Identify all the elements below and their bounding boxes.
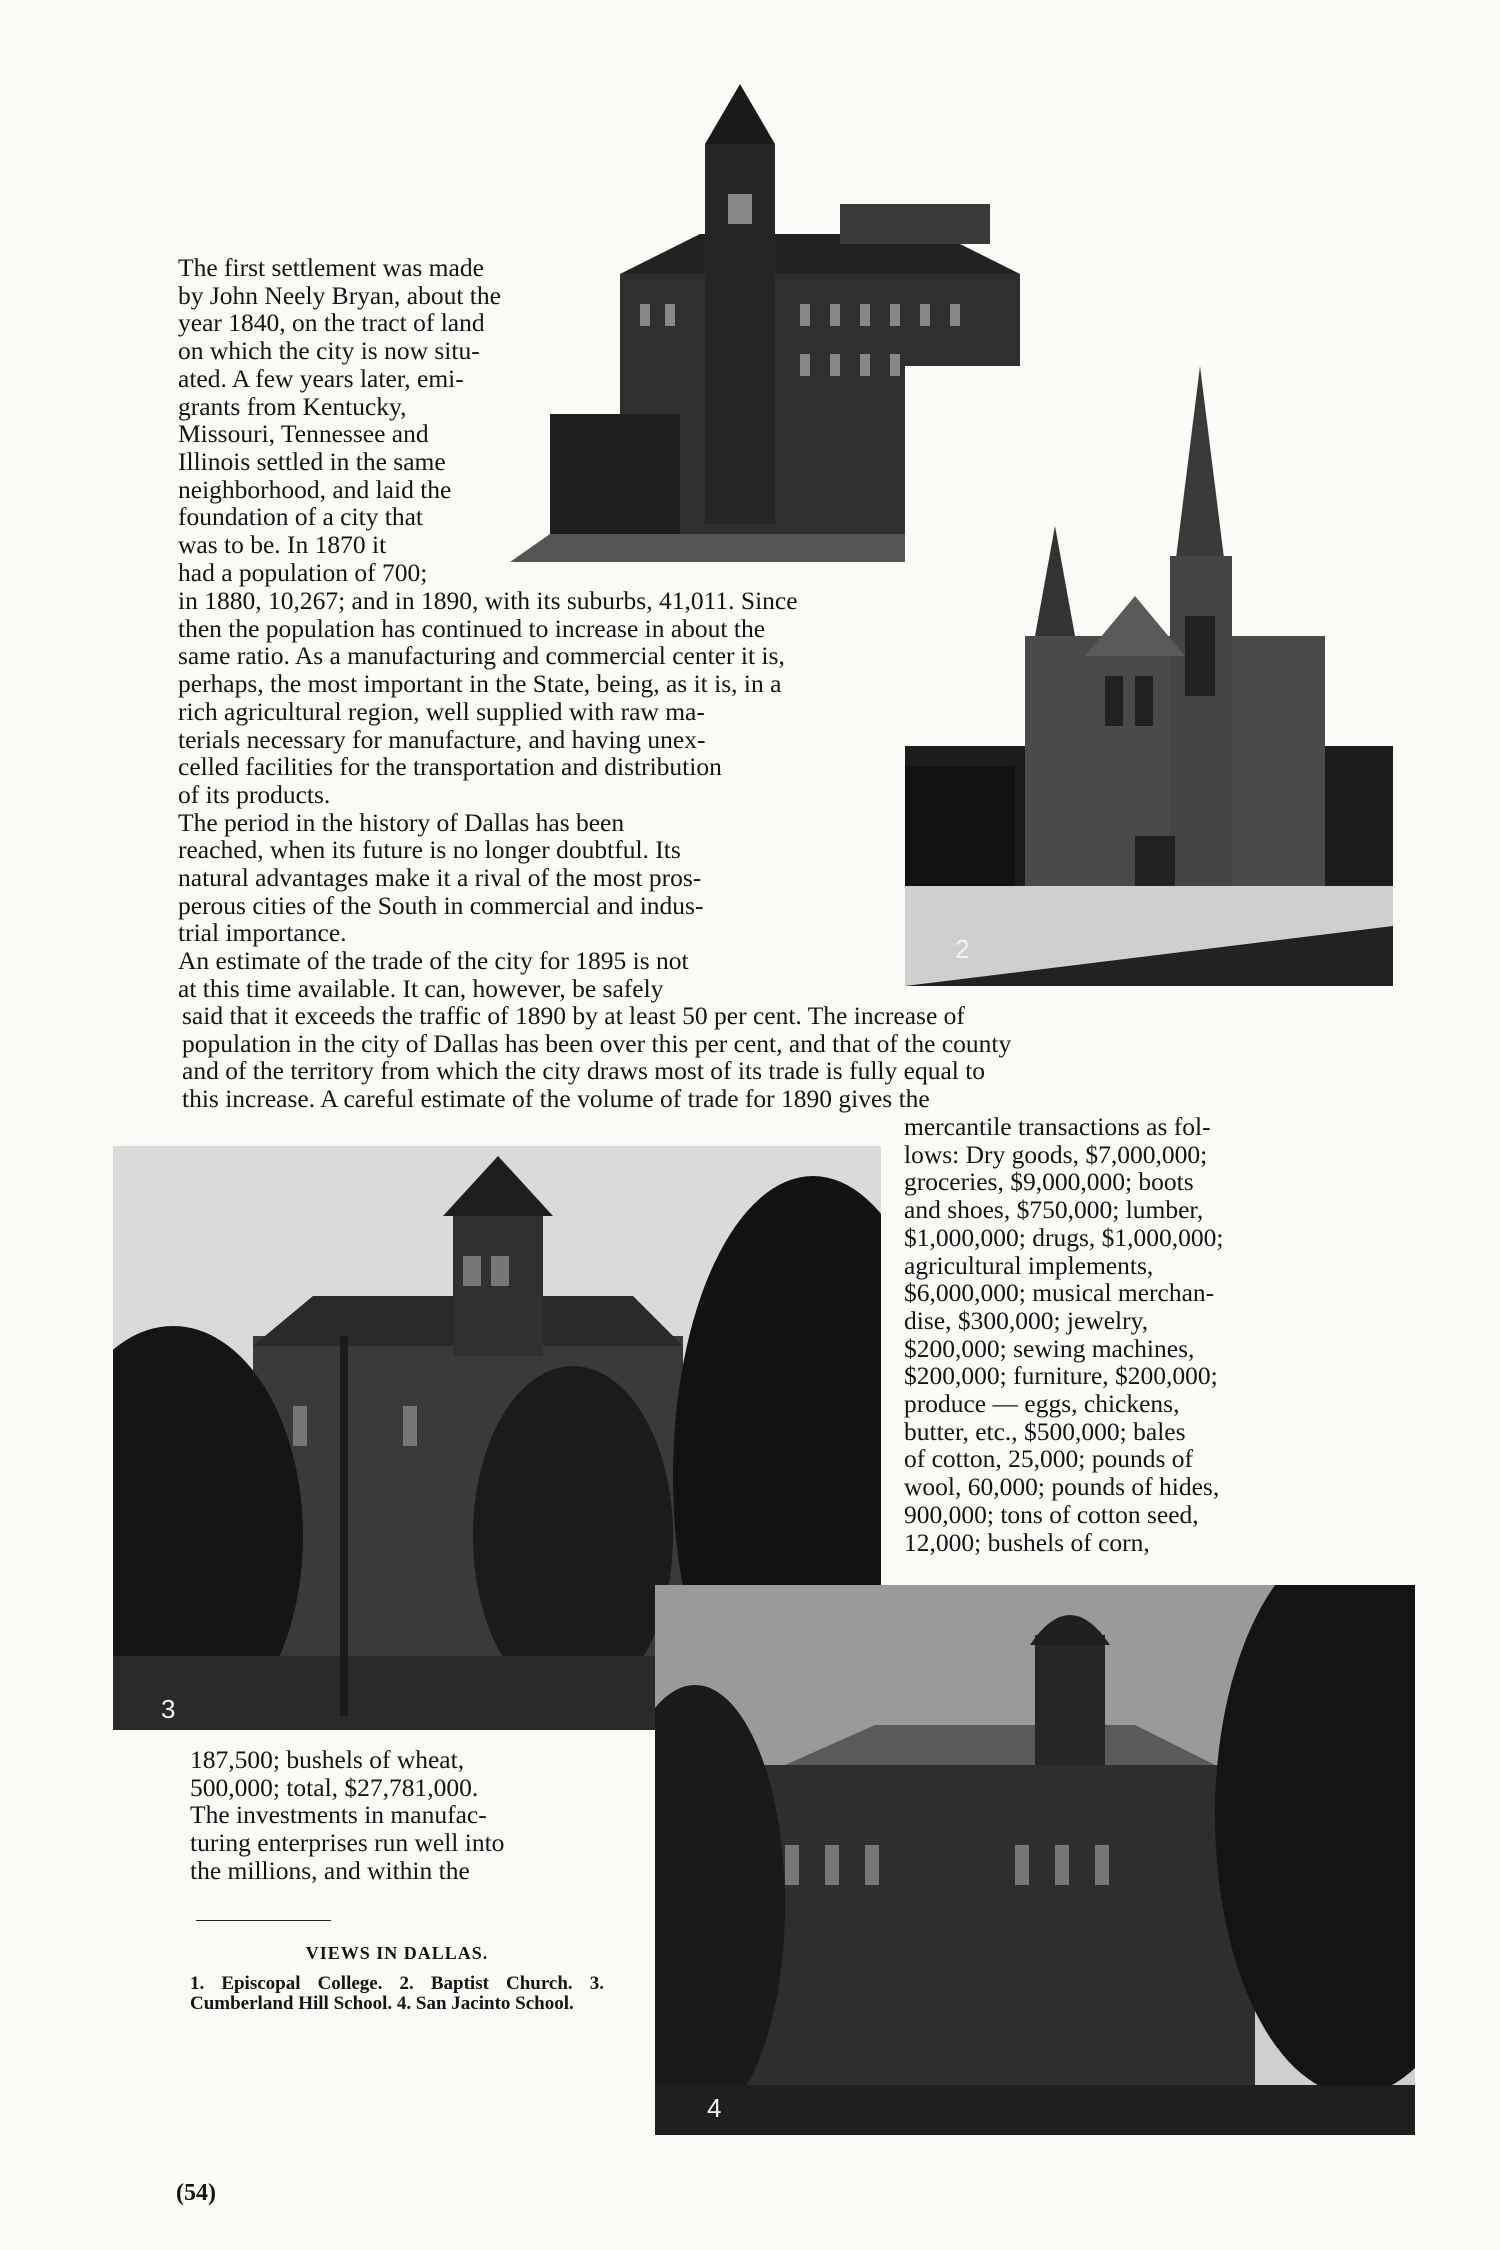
text-line: agricultural implements, — [904, 1250, 1154, 1280]
text-line: groceries, $9,000,000; boots — [904, 1167, 1194, 1197]
text-line: neighborhood, and laid the — [178, 474, 452, 504]
text-column-right — [904, 1113, 1296, 1556]
text-line: produce — eggs, chickens, — [904, 1389, 1180, 1419]
text-line: $200,000; furniture, $200,000; — [904, 1361, 1218, 1391]
text-line: dise, $300,000; jewelry, — [904, 1305, 1149, 1335]
text-line: 12,000; bushels of corn, — [904, 1527, 1150, 1557]
text-line: year 1840, on the tract of land — [178, 308, 485, 338]
text-line: Missouri, Tennessee and — [178, 419, 429, 449]
text-line: $6,000,000; musical merchan- — [904, 1278, 1215, 1308]
text-line: then the population has continued to increase in about the — [178, 613, 766, 643]
text-line: of its products. — [178, 779, 331, 809]
text-line: turing enterprises run well into — [190, 1828, 505, 1858]
text-column-top-left — [178, 254, 536, 586]
text-line: and shoes, $750,000; lumber, — [904, 1195, 1204, 1225]
text-line: of cotton, 25,000; pounds of — [904, 1444, 1193, 1474]
text-line: reached, when its future is no longer doubtful. Its — [178, 835, 681, 865]
text-line: The first settlement was made — [178, 253, 484, 282]
text-line: 900,000; tons of cotton seed, — [904, 1499, 1199, 1529]
text-line: had a population of 700; — [178, 557, 428, 587]
caption-body: 1. Episcopal College. 2. Baptist Church. 3. Cumberland Hill School. 4. San Jacinto School. — [190, 1973, 604, 2014]
text-line: celled facilities for the transportation and distribution — [178, 752, 722, 782]
text-line: 187,500; bushels of wheat, — [190, 1745, 465, 1774]
text-line: An estimate of the trade of the city for 1895 is not — [178, 946, 689, 976]
text-column-wide — [182, 1002, 1294, 1113]
page-number: (54) — [176, 2180, 216, 2206]
text-line: The period in the history of Dallas has been — [178, 807, 625, 837]
photo-san-jacinto-school — [655, 1585, 1415, 2135]
text-line: $1,000,000; drugs, $1,000,000; — [904, 1222, 1224, 1252]
text-line: butter, etc., $500,000; bales — [904, 1416, 1186, 1446]
text-line: perhaps, the most important in the State, being, as it is, in a — [178, 669, 782, 699]
plate-number-2: 2 — [955, 934, 970, 964]
text-line: was to be. In 1870 it — [178, 530, 387, 560]
photo-baptist-church — [905, 366, 1393, 986]
text-line: at this time available. It can, however, be safely — [178, 973, 664, 1003]
text-line: rich agricultural region, well supplied with raw ma- — [178, 696, 705, 726]
text-line: said that it exceeds the traffic of 1890 by at least 50 per cent. The increase of — [182, 1001, 965, 1030]
text-line: on which the city is now situ- — [178, 336, 480, 366]
text-line: $200,000; sewing machines, — [904, 1333, 1195, 1363]
text-line: foundation of a city that — [178, 502, 424, 532]
text-line: perous cities of the South in commercial and indus- — [178, 890, 704, 920]
caption-rule — [196, 1920, 331, 1921]
text-column-bottom-left — [190, 1746, 604, 1885]
text-column-middle — [178, 587, 1000, 1003]
text-line: grants from Kentucky, — [178, 391, 407, 421]
text-line: 500,000; total, $27,781,000. — [190, 1772, 479, 1802]
text-line: the millions, and within the — [190, 1855, 470, 1885]
text-line: mercantile transactions as fol- — [904, 1112, 1211, 1141]
text-line: in 1880, 10,267; and in 1890, with its suburbs, 41,011. Since — [178, 586, 798, 615]
text-line: and of the territory from which the city draws most of its trade is fully equal to — [182, 1056, 986, 1086]
text-line: this increase. A careful estimate of the volume of trade for 1890 gives the — [182, 1084, 930, 1114]
text-line: lows: Dry goods, $7,000,000; — [904, 1139, 1208, 1169]
caption-title: VIEWS IN DALLAS. — [305, 1943, 489, 1963]
text-line: Illinois settled in the same — [178, 446, 446, 476]
text-line: ated. A few years later, emi- — [178, 363, 464, 393]
plate-number-3: 3 — [161, 1694, 176, 1724]
text-line: natural advantages make it a rival of the most pros- — [178, 863, 702, 893]
plate-number-4: 4 — [707, 2093, 722, 2123]
text-line: wool, 60,000; pounds of hides, — [904, 1472, 1220, 1502]
text-line: same ratio. As a manufacturing and commercial center it is, — [178, 641, 785, 671]
text-line: by John Neely Bryan, about the — [178, 280, 501, 310]
text-line: population in the city of Dallas has been over this per cent, and that of the county — [182, 1028, 1012, 1058]
text-line: terials necessary for manufacture, and having unex- — [178, 724, 706, 754]
text-line: The investments in manufac- — [190, 1800, 487, 1830]
text-line: trial importance. — [178, 918, 347, 948]
